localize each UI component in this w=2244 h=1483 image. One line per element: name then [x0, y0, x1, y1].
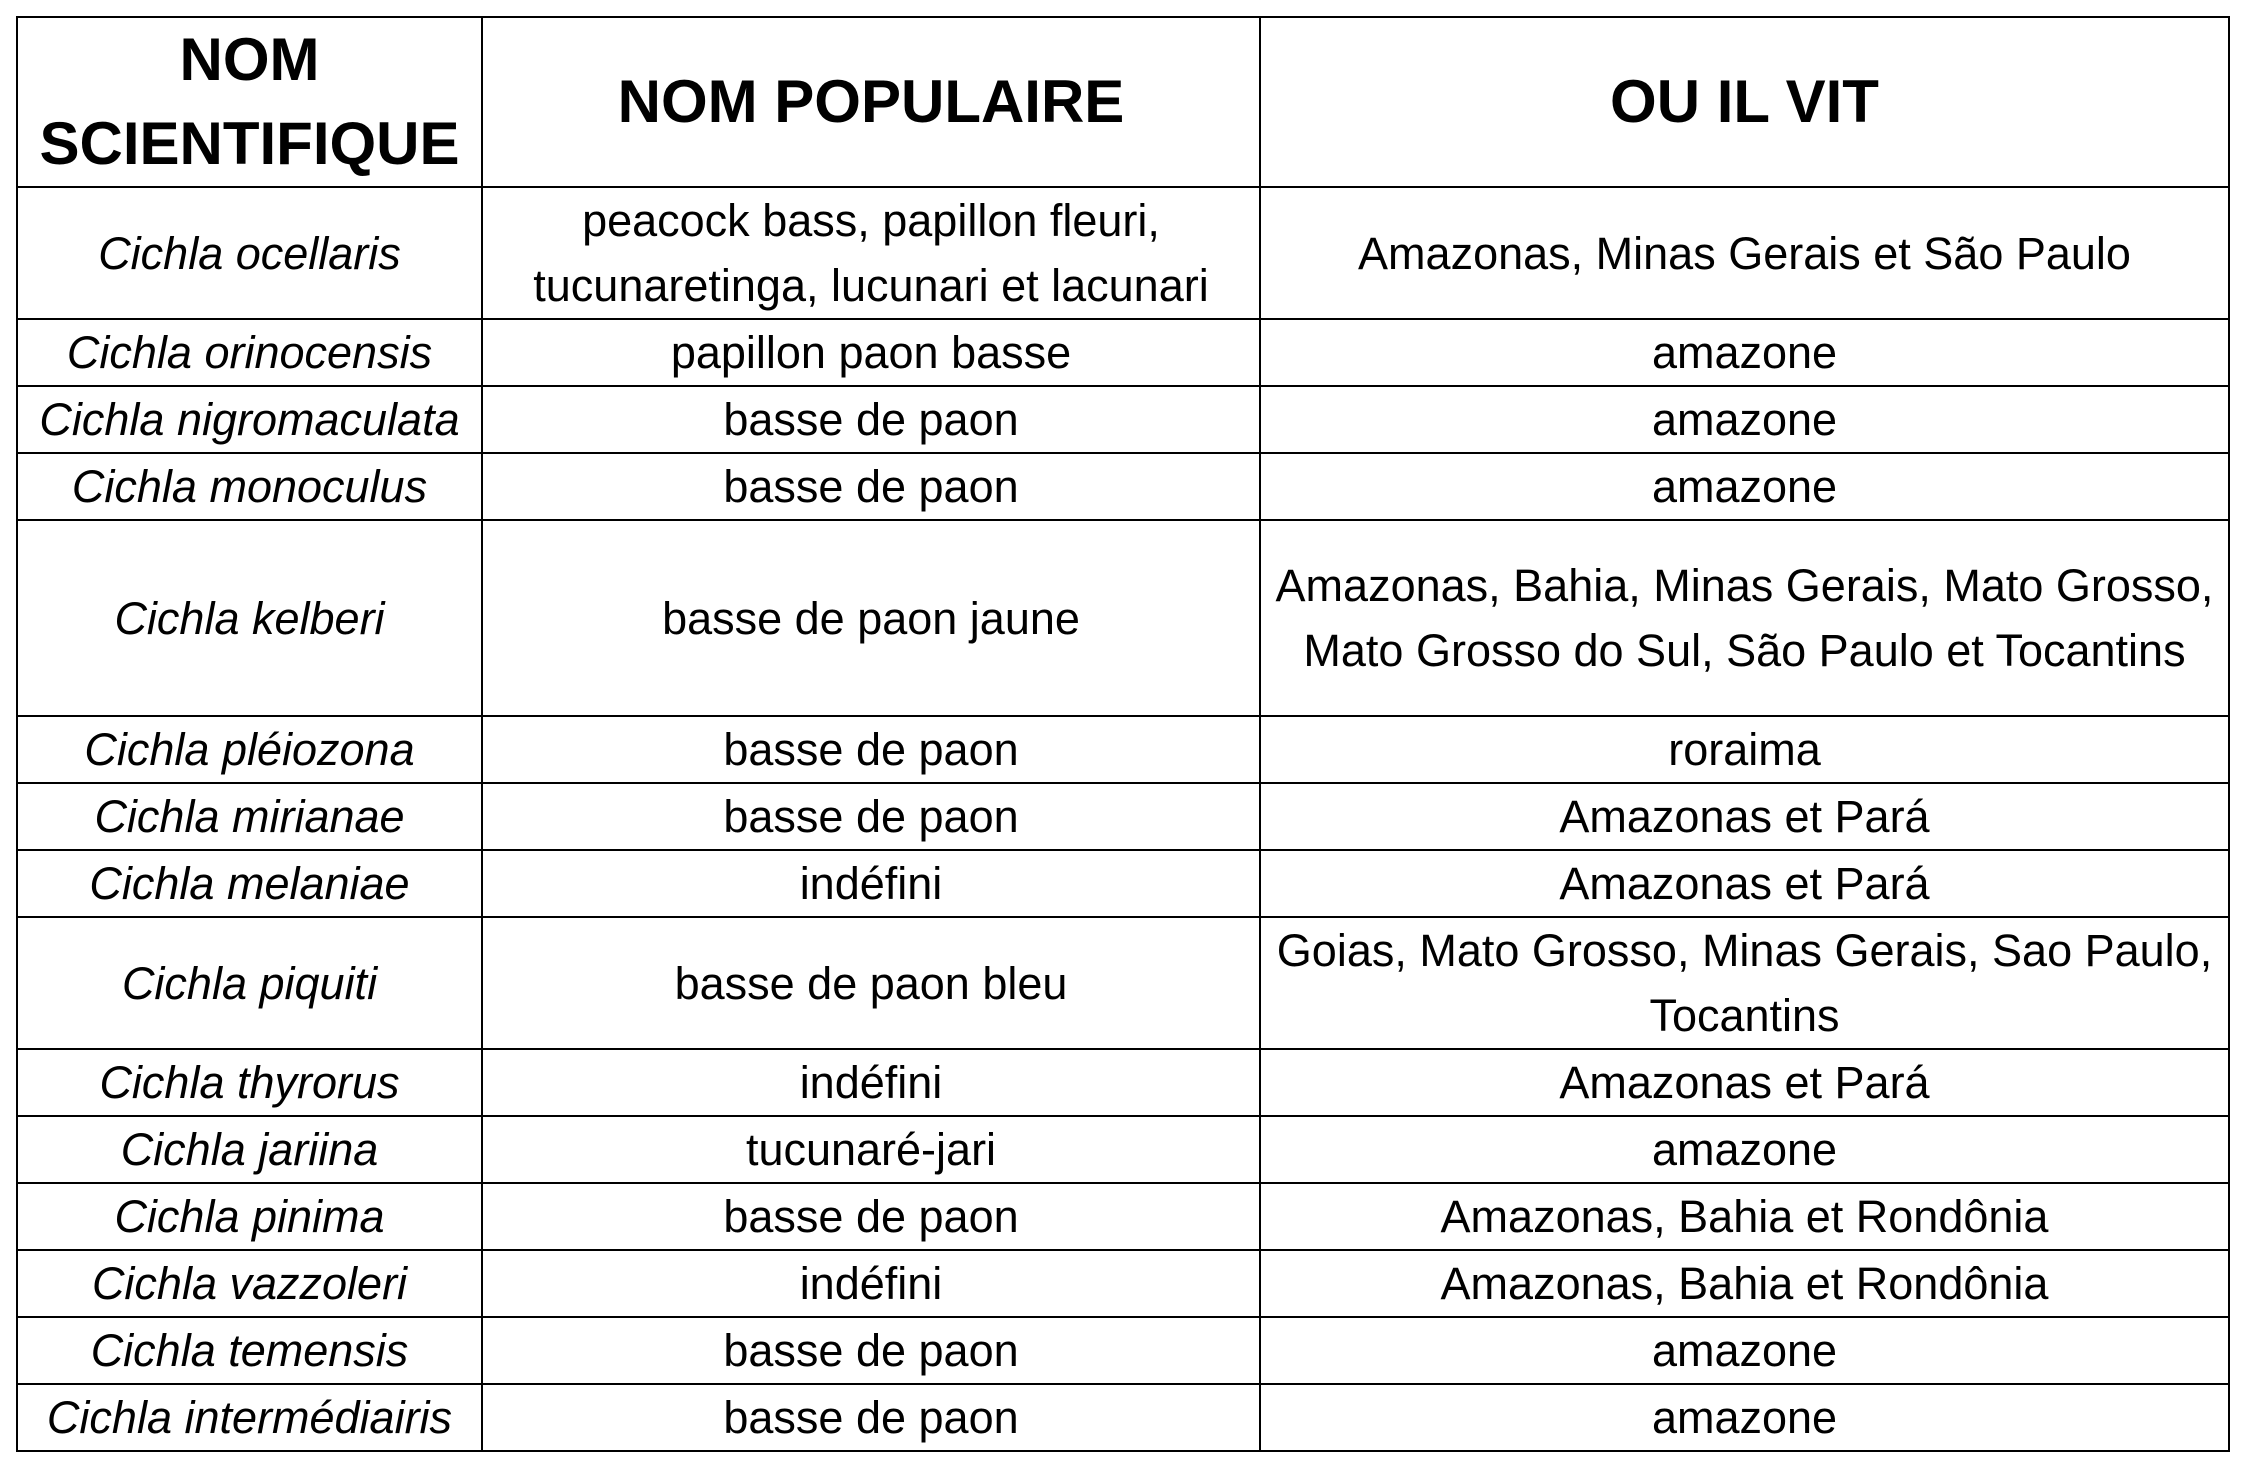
table-header-row: [17, 17, 2229, 187]
popular-name-cell: basse de paon: [482, 783, 1260, 850]
table-row: [17, 1183, 2229, 1250]
habitat-cell: amazone: [1260, 319, 2229, 386]
popular-name-cell: basse de paon: [482, 1183, 1260, 1250]
table-row: [17, 520, 2229, 716]
habitat-cell: Amazonas, Minas Gerais et São Paulo: [1260, 187, 2229, 319]
popular-name-cell: indéfini: [482, 1250, 1260, 1317]
header-habitat: OU IL VIT: [1260, 17, 2229, 187]
popular-name-cell: papillon paon basse: [482, 319, 1260, 386]
habitat-cell: Amazonas et Pará: [1260, 783, 2229, 850]
scientific-name-cell: Cichla monoculus: [17, 453, 482, 520]
scientific-name-cell: Cichla nigromaculata: [17, 386, 482, 453]
header-scientific-name: NOM SCIENTIFIQUE: [17, 17, 482, 187]
scientific-name-cell: Cichla jariina: [17, 1116, 482, 1183]
scientific-name-cell: Cichla kelberi: [17, 520, 482, 716]
popular-name-cell: indéfini: [482, 850, 1260, 917]
habitat-cell: Amazonas et Pará: [1260, 850, 2229, 917]
scientific-name-cell: Cichla intermédiairis: [17, 1384, 482, 1451]
scientific-name-cell: Cichla ocellaris: [17, 187, 482, 319]
table-row: [17, 386, 2229, 453]
scientific-name-cell: Cichla piquiti: [17, 917, 482, 1049]
popular-name-cell: basse de paon: [482, 1384, 1260, 1451]
scientific-name-cell: Cichla vazzoleri: [17, 1250, 482, 1317]
scientific-name-cell: Cichla pinima: [17, 1183, 482, 1250]
table-row: [17, 917, 2229, 1049]
habitat-cell: Amazonas, Bahia et Rondônia: [1260, 1183, 2229, 1250]
header-popular-name: NOM POPULAIRE: [482, 17, 1260, 187]
table-row: [17, 453, 2229, 520]
popular-name-cell: peacock bass, papillon fleuri, tucunaretinga, lucunari et lacunari: [482, 187, 1260, 319]
habitat-cell: Amazonas, Bahia et Rondônia: [1260, 1250, 2229, 1317]
table-row: [17, 716, 2229, 783]
scientific-name-cell: Cichla thyrorus: [17, 1049, 482, 1116]
table-row: [17, 1250, 2229, 1317]
popular-name-cell: indéfini: [482, 1049, 1260, 1116]
habitat-cell: Amazonas et Pará: [1260, 1049, 2229, 1116]
popular-name-cell: basse de paon: [482, 1317, 1260, 1384]
table-row: [17, 850, 2229, 917]
popular-name-cell: basse de paon: [482, 386, 1260, 453]
scientific-name-cell: Cichla melaniae: [17, 850, 482, 917]
popular-name-cell: basse de paon: [482, 453, 1260, 520]
habitat-cell: roraima: [1260, 716, 2229, 783]
habitat-cell: amazone: [1260, 386, 2229, 453]
habitat-cell: amazone: [1260, 1317, 2229, 1384]
table-row: [17, 1384, 2229, 1451]
table-row: [17, 319, 2229, 386]
table-row: [17, 783, 2229, 850]
habitat-cell: amazone: [1260, 1384, 2229, 1451]
scientific-name-cell: Cichla temensis: [17, 1317, 482, 1384]
habitat-cell: Goias, Mato Grosso, Minas Gerais, Sao Paulo, Tocantins: [1260, 917, 2229, 1049]
habitat-cell: amazone: [1260, 1116, 2229, 1183]
scientific-name-cell: Cichla orinocensis: [17, 319, 482, 386]
popular-name-cell: basse de paon bleu: [482, 917, 1260, 1049]
scientific-name-cell: Cichla mirianae: [17, 783, 482, 850]
habitat-cell: amazone: [1260, 453, 2229, 520]
table-row: [17, 187, 2229, 319]
table-row: [17, 1049, 2229, 1116]
popular-name-cell: basse de paon: [482, 716, 1260, 783]
popular-name-cell: tucunaré-jari: [482, 1116, 1260, 1183]
scientific-name-cell: Cichla pléiozona: [17, 716, 482, 783]
habitat-cell: Amazonas, Bahia, Minas Gerais, Mato Grosso, Mato Grosso do Sul, São Paulo et Tocantins: [1260, 520, 2229, 716]
table-row: [17, 1116, 2229, 1183]
popular-name-cell: basse de paon jaune: [482, 520, 1260, 716]
table-row: [17, 1317, 2229, 1384]
species-table: [16, 16, 2230, 1452]
